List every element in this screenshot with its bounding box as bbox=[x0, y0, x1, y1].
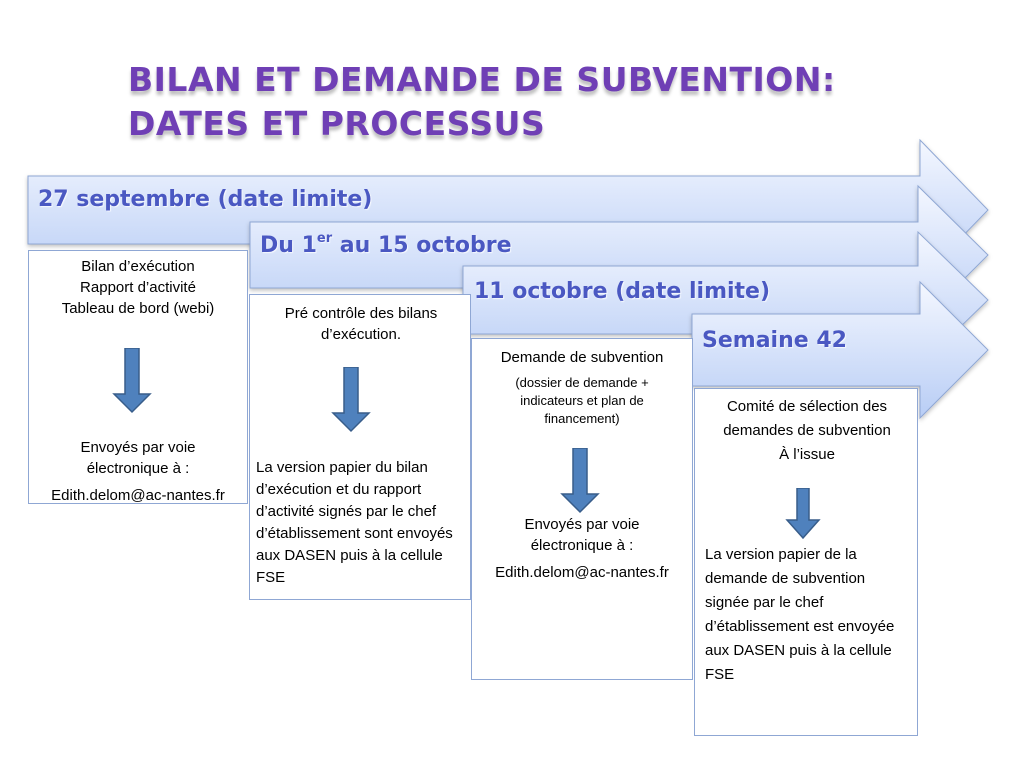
box3-line3: électronique à : bbox=[530, 537, 634, 554]
arrow-2-label-prefix: Du 1 bbox=[260, 233, 317, 258]
down-arrow-icon bbox=[785, 488, 821, 540]
box1-line5: électronique à : bbox=[86, 460, 190, 477]
box3-small: (dossier de demande + indicateurs et plan de financement) bbox=[515, 375, 649, 426]
box-comite bbox=[694, 388, 918, 736]
arrow-2-label-sup: er bbox=[316, 231, 333, 246]
box3-line1: Demande de subvention bbox=[500, 349, 664, 366]
arrow-4-label: Semaine 42 bbox=[702, 328, 847, 353]
box2-line1: Pré contrôle des bilans bbox=[284, 305, 438, 322]
title-line-1: BILAN ET DEMANDE DE SUBVENTION: bbox=[128, 60, 836, 99]
box1-line3: Tableau de bord (webi) bbox=[61, 300, 215, 317]
down-arrow-icon bbox=[331, 367, 371, 433]
box4-paragraph: La version papier de la demande de subvention signée par le chef d’établissement est envoyée aux DASEN puis à la cellule FSE bbox=[705, 546, 895, 683]
box1-email: Edith.delom@ac-nantes.fr bbox=[51, 487, 225, 504]
arrow-1-label: 27 septembre (date limite) bbox=[38, 187, 373, 212]
box3-email: Edith.delom@ac-nantes.fr bbox=[495, 564, 669, 581]
down-arrow-icon bbox=[560, 448, 600, 514]
box2-line2: d’exécution. bbox=[320, 326, 402, 343]
box2-paragraph: La version papier du bilan d’exécution et du rapport d’activité signés par le chef d’établissement sont envoyés aux DASEN puis à la cellule FSE bbox=[256, 459, 453, 586]
title-line-2: DATES ET PROCESSUS bbox=[128, 104, 546, 143]
box4-line1: Comité de sélection des demandes de subvention bbox=[723, 398, 891, 439]
box3-line2: Envoyés par voie bbox=[524, 516, 640, 533]
arrow-2-label bbox=[260, 233, 512, 258]
down-arrow-icon bbox=[112, 348, 152, 414]
box1-line4: Envoyés par voie bbox=[80, 439, 196, 456]
box1-line1: Bilan d’exécution bbox=[81, 258, 195, 275]
box4-line2: À l’issue bbox=[779, 446, 835, 463]
arrow-2-label-suffix: au 15 octobre bbox=[332, 233, 512, 258]
box1-line2: Rapport d’activité bbox=[80, 279, 196, 296]
box-precontrole bbox=[249, 294, 471, 600]
arrow-3-label: 11 octobre (date limite) bbox=[474, 279, 771, 304]
